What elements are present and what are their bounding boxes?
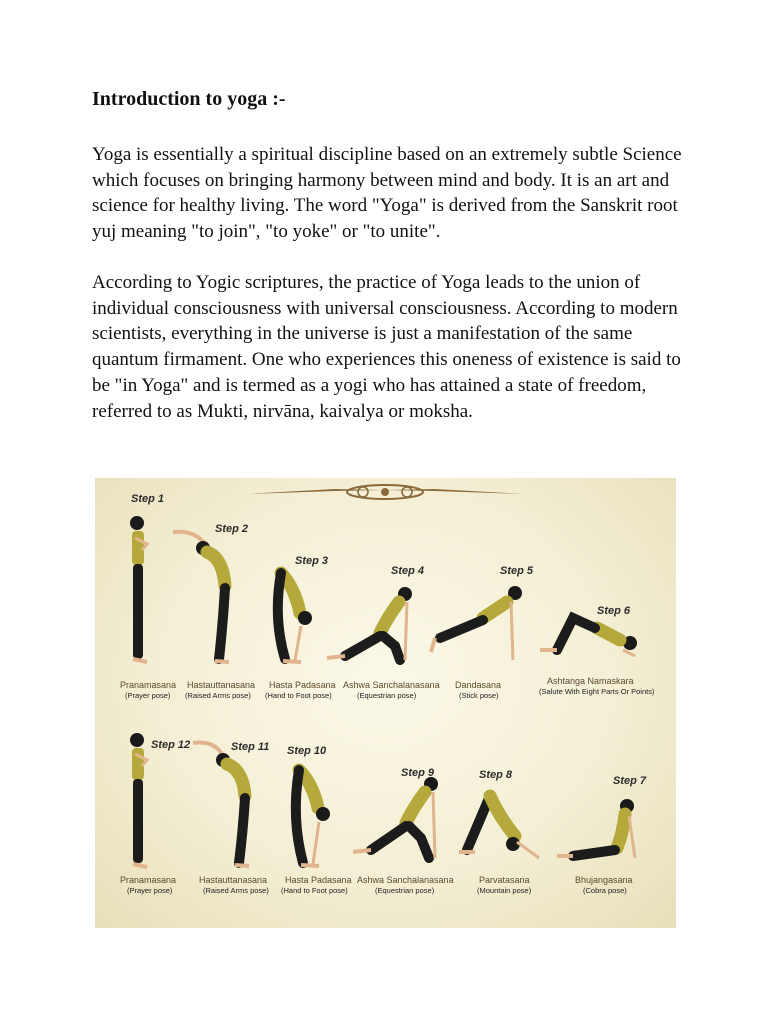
pose-sub-12: (Prayer pose) [127, 886, 173, 895]
paragraph-scriptures: According to Yogic scriptures, the practice of Yoga leads to the union of individual consciousness with universal consciousness. According to modern scientists, everything in the universe is just a manifestation of the same quantum firmament. One who experiences this oneness of existence is said to be "in Yoga" and is termed as a yogi who has attained a state of freedom, referred to as Mukti, nirvāna, kaivalya or moksha. [92, 272, 681, 422]
pose-sub-10: (Hand to Foot pose) [281, 886, 348, 895]
figure-step-9 [353, 777, 438, 858]
pose-sub-11: (Raised Arms pose) [203, 886, 269, 895]
pose-name-5: Dandasana [455, 680, 502, 690]
figure-step-3 [278, 573, 312, 662]
paragraph-intro: Yoga is essentially a spiritual discipline based on an extremely subtle Science which focuses on bringing harmony between mind and body. It is an art and science for healthy living. The word "Yoga" is derived from the Sanskrit root yuj meaning "to join", "to yoke" or "to unite". [92, 144, 682, 243]
pose-name-1: Pranamasana [120, 680, 177, 690]
figure-step-4 [327, 587, 412, 660]
step-label-9: Step 9 [401, 767, 435, 779]
ornament-divider [245, 485, 525, 499]
pose-sub-7: (Cobra pose) [583, 886, 627, 895]
step-label-5: Step 5 [500, 565, 534, 577]
pose-sub-1: (Prayer pose) [125, 691, 171, 700]
figure-step-8 [459, 796, 539, 858]
pose-sub-3: (Hand to Foot pose) [265, 691, 332, 700]
step-label-8: Step 8 [479, 769, 513, 781]
pose-name-6: Ashtanga Namaskara [547, 676, 634, 686]
step-label-7: Step 7 [613, 775, 647, 787]
pose-name-12: Pranamasana [120, 875, 177, 885]
pose-sub-2: (Raised Arms pose) [185, 691, 251, 700]
pose-name-10: Hasta Padasana [285, 875, 352, 885]
figure-step-12 [130, 733, 147, 867]
surya-namaskar-illustration [95, 478, 676, 928]
pose-sub-4: (Equestrian pose) [357, 691, 417, 700]
step-label-1: Step 1 [131, 493, 165, 505]
step-label-4: Step 4 [391, 565, 425, 577]
figure-step-11 [193, 743, 249, 866]
pose-name-2: Hastauttanasana [187, 680, 256, 690]
step-label-6: Step 6 [597, 605, 631, 617]
figure-step-7 [557, 799, 635, 858]
pose-sub-9: (Equestrian pose) [375, 886, 435, 895]
pose-sub-8: (Mountain pose) [477, 886, 532, 895]
pose-sub-6: (Salute With Eight Parts Or Points) [539, 687, 655, 696]
pose-diagram [95, 478, 676, 928]
step-label-10: Step 10 [287, 745, 327, 757]
pose-sub-5: (Stick pose) [459, 691, 499, 700]
step-label-12: Step 12 [151, 739, 191, 751]
figure-step-2 [173, 532, 229, 662]
step-label-3: Step 3 [295, 555, 329, 567]
figure-step-6 [540, 618, 637, 656]
pose-name-8: Parvatasana [479, 875, 530, 885]
step-label-11: Step 11 [231, 741, 270, 753]
pose-name-9: Ashwa Sanchalanasana [357, 875, 454, 885]
figure-step-10 [296, 770, 330, 866]
figure-step-5 [431, 586, 522, 660]
step-label-2: Step 2 [215, 523, 249, 535]
pose-name-3: Hasta Padasana [269, 680, 336, 690]
pose-name-4: Ashwa Sanchalanasana [343, 680, 440, 690]
document-title: Introduction to yoga :- [92, 88, 286, 110]
pose-name-11: Hastauttanasana [199, 875, 268, 885]
pose-name-7: Bhujangasana [575, 875, 633, 885]
figure-step-1 [130, 516, 147, 662]
